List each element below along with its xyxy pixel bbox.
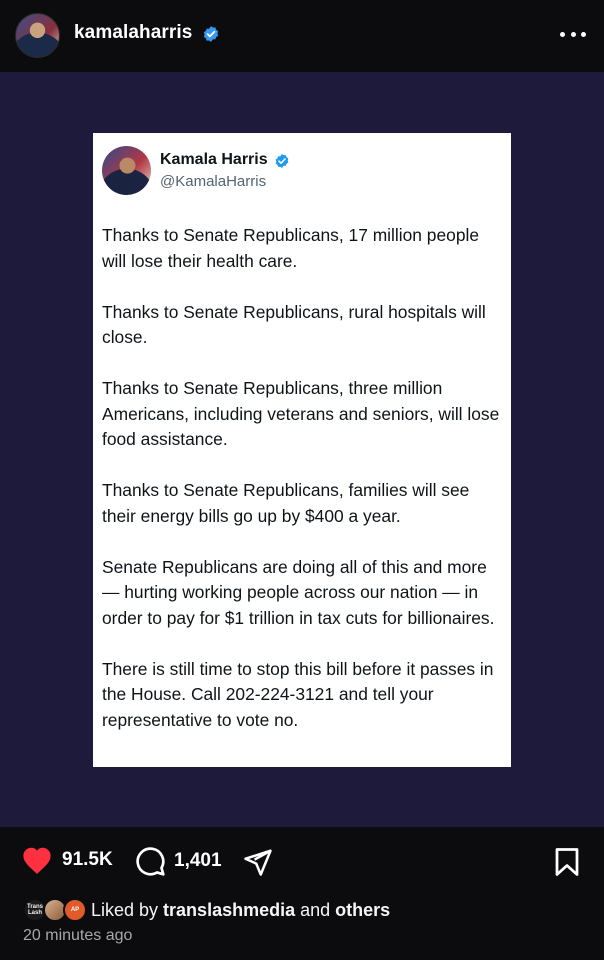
tweet-paragraph: Thanks to Senate Republicans, rural hospitals will close.: [102, 301, 486, 347]
tweet-handle: @KamalaHarris: [160, 173, 267, 190]
comment-icon[interactable]: [134, 845, 166, 877]
more-options-icon[interactable]: [560, 22, 586, 46]
post-image[interactable]: [0, 72, 604, 827]
username[interactable]: kamalaharris: [74, 22, 193, 43]
tweet-paragraph: Senate Republicans are doing all of this and more — hurting working people across our nation — in order to pay for $1 trillion in tax cuts for billionaires.: [102, 556, 495, 628]
tweet-paragraph: Thanks to Senate Republicans, three million Americans, including veterans and seniors, will lose food assistance.: [102, 378, 500, 449]
liker-avatar: AP: [63, 898, 87, 922]
tweet-avatar: [102, 146, 151, 195]
bookmark-button[interactable]: [554, 847, 580, 882]
bookmark-icon[interactable]: [554, 847, 580, 877]
liked-by-text: [91, 900, 390, 921]
liked-by-user[interactable]: translashmedia: [163, 899, 296, 920]
comment-count[interactable]: 1,401: [174, 850, 222, 871]
like-count[interactable]: 91.5K: [62, 849, 113, 870]
profile-avatar[interactable]: [15, 13, 60, 58]
share-button[interactable]: [242, 847, 274, 877]
tweet-paragraph: Thanks to Senate Republicans, families will see their energy bills go up by $400 a year.: [102, 480, 470, 526]
liker-avatars: [23, 898, 87, 922]
tweet-card: [93, 133, 511, 767]
verified-badge-icon: [202, 25, 220, 48]
tweet-paragraph: Thanks to Senate Republicans, 17 million people will lose their health care.: [102, 225, 480, 271]
liker-avatar: Trans Lash: [23, 898, 47, 922]
tweet-body: [102, 223, 504, 733]
post-timestamp: 20 minutes ago: [23, 927, 133, 944]
send-icon[interactable]: [242, 847, 274, 877]
heart-icon[interactable]: [20, 845, 54, 875]
like-button[interactable]: [20, 845, 113, 875]
post-actions: [0, 827, 604, 960]
liked-by-others[interactable]: others: [335, 899, 391, 920]
comment-button[interactable]: [134, 845, 222, 877]
tweet-verified-icon: [274, 153, 290, 174]
post-header: [0, 0, 604, 72]
liked-by-prefix: Liked by: [91, 899, 164, 920]
tweet-paragraph: There is still time to stop this bill before it passes in the House. Call 202-224-3121 and tell your representative to vote no.: [102, 658, 494, 730]
tweet-author-name: Kamala Harris: [160, 151, 268, 168]
liked-by-row[interactable]: [23, 898, 390, 922]
liked-by-and: and: [295, 899, 336, 920]
